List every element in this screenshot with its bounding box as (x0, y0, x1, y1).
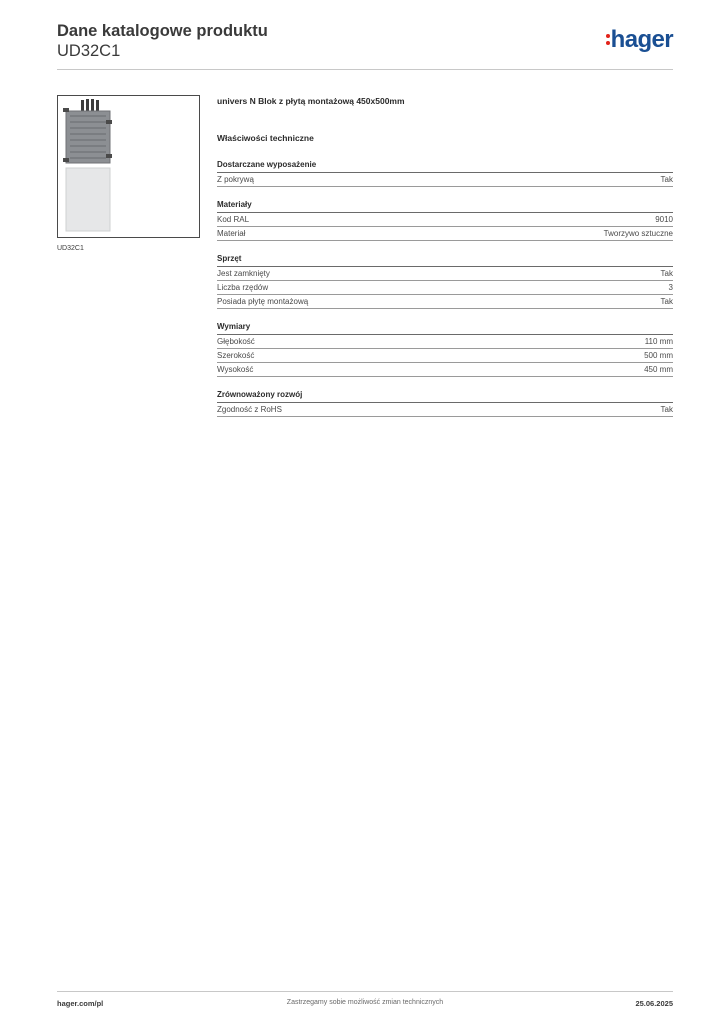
footer-date: 25.06.2025 (635, 999, 673, 1008)
hager-logo-icon (606, 34, 610, 46)
spec-label: Jest zamknięty (217, 269, 270, 278)
spec-value: Tworzywo sztuczne (603, 229, 673, 238)
spec-value: 450 mm (644, 365, 673, 374)
spec-value: Tak (660, 297, 673, 306)
spec-label: Głębokość (217, 337, 255, 346)
logo-text: hager (610, 26, 673, 53)
screws-icon (81, 99, 99, 111)
specs-heading: Właściwości techniczne (217, 133, 314, 143)
footer-disclaimer: Zastrzegamy sobie możliwość zmian technicznych (286, 999, 444, 1006)
spec-label: Kod RAL (217, 215, 250, 224)
mounting-plate-icon (66, 111, 110, 163)
spec-value: 500 mm (644, 351, 673, 360)
spec-label: Posiada płytę montażową (217, 297, 309, 306)
spec-row (217, 295, 673, 309)
spec-group-title: Materiały (217, 200, 673, 213)
document-header (57, 21, 673, 70)
spec-row (217, 403, 673, 417)
product-image-frame (57, 95, 200, 238)
spec-group-title: Sprzęt (217, 254, 673, 267)
product-image (58, 96, 199, 237)
spec-group-title: Dostarczane wyposażenie (217, 160, 673, 173)
product-code: UD32C1 (57, 42, 121, 60)
spec-group-hardware (217, 254, 673, 309)
footer-website-link[interactable]: hager.com/pl (57, 999, 104, 1008)
image-caption: UD32C1 (57, 245, 84, 252)
spec-value: Tak (660, 175, 673, 184)
spec-label: Liczba rzędów (217, 283, 269, 292)
spec-label: Wysokość (217, 365, 254, 374)
cover-icon (66, 168, 110, 231)
spec-row (217, 281, 673, 295)
spec-value: Tak (660, 405, 673, 414)
hager-logo (606, 27, 673, 53)
spec-group-dimensions (217, 322, 673, 377)
spec-group-materials (217, 200, 673, 241)
spec-row (217, 227, 673, 241)
spec-row (217, 173, 673, 187)
product-name: univers N Blok z płytą montażową 450x500mm (217, 96, 405, 106)
spec-row (217, 335, 673, 349)
spec-value: Tak (660, 269, 673, 278)
spec-group-title: Wymiary (217, 322, 673, 335)
spec-label: Materiał (217, 229, 246, 238)
spec-row (217, 363, 673, 377)
spec-label: Zgodność z RoHS (217, 405, 282, 414)
spec-label: Szerokość (217, 351, 255, 360)
spec-group-equipment (217, 160, 673, 187)
spec-row (217, 213, 673, 227)
spec-row (217, 267, 673, 281)
spec-row (217, 349, 673, 363)
spec-sheet (217, 96, 673, 430)
document-footer (57, 991, 673, 1008)
spec-group-sustainability (217, 390, 673, 417)
spec-value: 3 (668, 283, 673, 292)
spec-value: 110 mm (644, 337, 673, 346)
spec-value: 9010 (655, 215, 673, 224)
document-title: Dane katalogowe produktu (57, 22, 268, 40)
spec-label: Z pokrywą (217, 175, 254, 184)
spec-group-title: Zrównoważony rozwój (217, 390, 673, 403)
